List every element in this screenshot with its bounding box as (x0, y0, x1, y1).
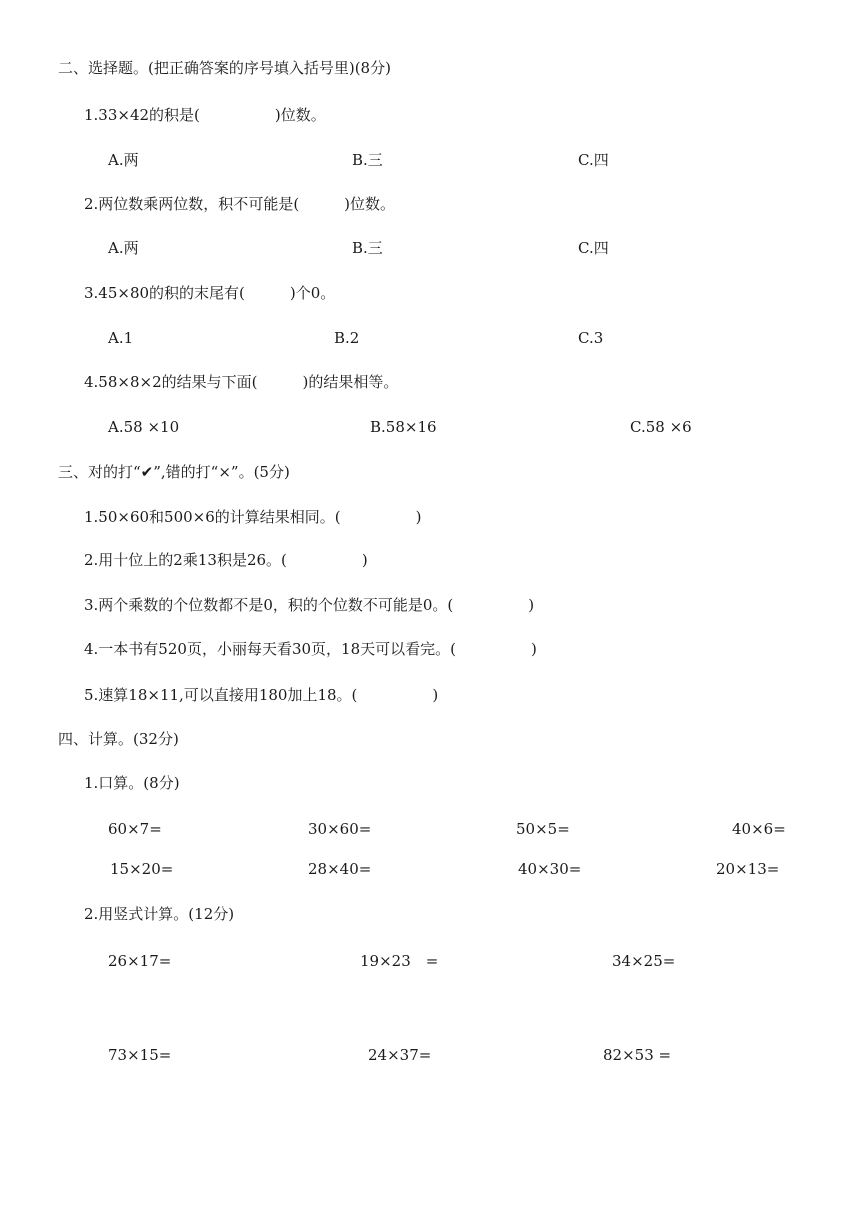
option-b[interactable]: B.三 (352, 151, 383, 169)
section-2-heading: 二、选择题。(把正确答案的序号填入括号里)(8分) (58, 59, 391, 77)
question-2-4: 4.58×8×2的结果与下面( )的结果相等。 (84, 373, 399, 391)
vertical-problem: 82×53 = (603, 1046, 672, 1064)
oral-problem: 60×7= (108, 820, 162, 838)
vertical-problem: 34×25= (612, 952, 676, 970)
option-c[interactable]: C.58 ×6 (630, 418, 692, 436)
option-a[interactable]: A.58 ×10 (108, 418, 180, 436)
judge-item: 4.一本书有520页，小丽每天看30页，18天可以看完。( ) (84, 640, 537, 658)
oral-calc-heading: 1.口算。(8分) (84, 774, 180, 792)
oral-problem: 28×40= (308, 860, 372, 878)
judge-item: 2.用十位上的2乘13积是26。( ) (84, 551, 368, 569)
question-2-3: 3.45×80的积的末尾有( )个0。 (84, 284, 336, 302)
option-a[interactable]: A.两 (108, 151, 139, 169)
vertical-problem: 19×23 = (360, 952, 439, 970)
option-b[interactable]: B.三 (352, 239, 383, 257)
judge-item: 1.50×60和500×6的计算结果相同。( ) (84, 508, 422, 526)
vertical-problem: 26×17= (108, 952, 172, 970)
option-c[interactable]: C.四 (578, 151, 609, 169)
oral-problem: 40×30= (518, 860, 582, 878)
judge-item: 5.速算18×11,可以直接用180加上18。( ) (84, 686, 439, 704)
option-c[interactable]: C.四 (578, 239, 609, 257)
vertical-calc-heading: 2.用竖式计算。(12分) (84, 905, 235, 923)
option-b[interactable]: B.2 (334, 329, 360, 347)
option-c[interactable]: C.3 (578, 329, 604, 347)
question-2-1: 1.33×42的积是( )位数。 (84, 106, 326, 124)
oral-problem: 50×5= (516, 820, 570, 838)
section-4-heading: 四、计算。(32分) (58, 730, 179, 748)
oral-problem: 20×13= (716, 860, 780, 878)
section-3-heading: 三、对的打“✔”,错的打“×”。(5分) (58, 463, 290, 481)
question-2-2: 2.两位数乘两位数，积不可能是( )位数。 (84, 195, 396, 213)
oral-problem: 30×60= (308, 820, 372, 838)
oral-problem: 40×6= (732, 820, 786, 838)
option-a[interactable]: A.两 (108, 239, 139, 257)
judge-item: 3.两个乘数的个位数都不是0，积的个位数不可能是0。( ) (84, 596, 535, 614)
vertical-problem: 24×37= (368, 1046, 432, 1064)
oral-problem: 15×20= (110, 860, 174, 878)
vertical-problem: 73×15= (108, 1046, 172, 1064)
option-b[interactable]: B.58×16 (370, 418, 437, 436)
option-a[interactable]: A.1 (108, 329, 134, 347)
